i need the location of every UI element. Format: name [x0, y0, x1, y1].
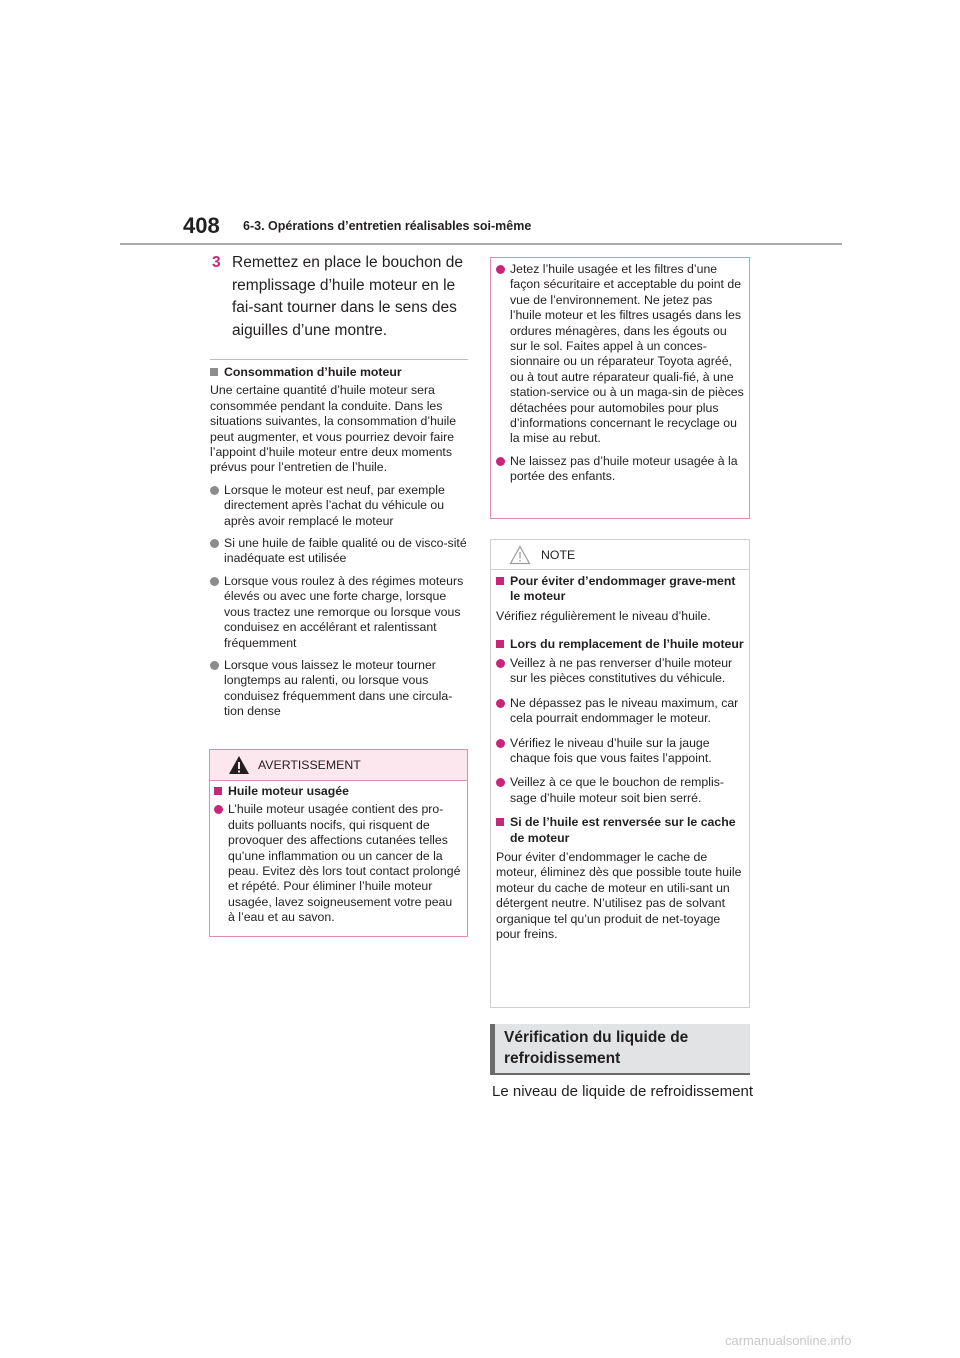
page-number: 408	[183, 213, 220, 238]
note-header	[491, 540, 749, 570]
list-item: Ne laissez pas d’huile moteur usagée à la portée des enfants.	[496, 454, 744, 485]
bullet-icon	[214, 805, 223, 814]
heading-accent-bar	[490, 1024, 495, 1073]
list-item: Veillez à ne pas renverser d’huile moteur sur les pièces constitutives du véhicule.	[496, 656, 744, 687]
warning-header	[210, 750, 467, 781]
note-heading-2: Lors du remplacement de l’huile moteur	[496, 637, 744, 652]
bullet-icon	[496, 699, 505, 708]
note-label: NOTE	[541, 548, 576, 562]
warning-label: AVERTISSEMENT	[258, 758, 361, 772]
bullet-icon	[210, 577, 219, 586]
bullet-icon	[496, 739, 505, 748]
list-item: Lorsque le moteur est neuf, par exemple directement après l’achat du véhicule ou après avoir remplacé le moteur	[210, 483, 468, 529]
bullet-icon	[496, 457, 505, 466]
bullet-icon	[210, 539, 219, 548]
square-bullet-icon	[496, 818, 504, 826]
heading-underline	[490, 1073, 750, 1075]
coolant-heading-box	[490, 1024, 750, 1073]
list-item: Si une huile de faible qualité ou de visco-sité inadéquate est utilisée	[210, 536, 468, 567]
consumption-heading: Consommation d’huile moteur	[210, 365, 468, 380]
bullet-icon	[496, 265, 505, 274]
header-rule	[120, 243, 842, 245]
warning-triangle-icon	[228, 755, 250, 775]
warning-heading: Huile moteur usagée	[214, 784, 462, 799]
list-item: Lorsque vous laissez le moteur tourner longtemps au ralenti, ou lorsque vous conduisez fréquemment dans une circula-tion dense	[210, 658, 468, 720]
oil-consumption-section	[210, 365, 468, 720]
bullet-icon	[210, 661, 219, 670]
note-heading-3: Si de l’huile est renversée sur le cache de moteur	[496, 815, 744, 846]
warning-box	[209, 749, 468, 937]
coolant-text: Le niveau de liquide de refroidissement	[492, 1083, 753, 1100]
bullet-icon	[496, 778, 505, 787]
note-box	[490, 539, 750, 1008]
consumption-intro: Une certaine quantité d’huile moteur sera consommée pendant la conduite. Dans les situations suivantes, la consommation d’huile peut augmenter, et vous pourriez devoir faire l’appoint d’huile moteur entre deux moments prévus pour l’entretien de l’huile.	[210, 383, 457, 475]
list-item: L’huile moteur usagée contient des pro-duits polluants nocifs, qui risquent de provoquer des affections cutanées telles qu’une inflammation ou un cancer de la peau. Evitez dès lors tout contact prolongé et répété. Pour éliminer l’huile moteur usagée, lavez soigneusement votre peau à l’eau et au savon.	[214, 802, 462, 925]
note-heading-1: Pour éviter d’endommager grave-ment le moteur	[496, 574, 744, 605]
note-paragraph-1: Vérifiez régulièrement le niveau d’huile.	[496, 608, 711, 623]
step-number: 3	[212, 254, 221, 271]
list-item: Veillez à ce que le bouchon de remplis-sage d’huile moteur soit bien serré.	[496, 775, 744, 806]
square-bullet-icon	[496, 640, 504, 648]
square-bullet-icon	[210, 368, 218, 376]
bullet-icon	[496, 659, 505, 668]
warning-body	[214, 784, 462, 926]
square-bullet-icon	[496, 577, 504, 585]
section-divider	[210, 359, 468, 360]
watermark: carmanualsonline.info	[725, 1333, 852, 1348]
square-bullet-icon	[214, 787, 222, 795]
list-item: Jetez l’huile usagée et les filtres d’une façon sécuritaire et acceptable du point de vue de l’environnement. Ne jetez pas l’huile moteur et les filtres usagés dans les ordures ménagères, dans les égouts ou sur le sol. Faites appel à un conces-sionnaire ou un réparateur Toyota agréé, ou à tout autre réparateur quali-fié, à une station-service ou à un maga-sin de pièces détachées pour automobiles pour plus d’informations concernant le recyclage ou la mise au rebut.	[496, 262, 744, 447]
warning-box-continued	[490, 257, 750, 519]
bullet-icon	[210, 486, 219, 495]
section-title: 6-3. Opérations d’entretien réalisables soi-même	[243, 219, 532, 233]
note-body	[496, 574, 744, 955]
list-item: Ne dépassez pas le niveau maximum, car cela pourrait endommager le moteur.	[496, 696, 744, 727]
note-paragraph-3: Pour éviter d’endommager le cache de moteur, éliminez dès que possible toute huile moteur du cache de moteur en utili-sant un détergent neutre. N’utilisez pas de solvant organique tel qu’un produit de net-toyage pour freins.	[496, 849, 742, 942]
caution-triangle-icon	[509, 545, 531, 565]
list-item: Lorsque vous roulez à des régimes moteurs élevés ou avec une forte charge, lorsque vous tractez une remorque ou lorsque vous conduisez en accélérant et ralentissant fréquemment	[210, 574, 468, 651]
step-text: Remettez en place le bouchon de remplissage d’huile moteur en le fai-sant tourner dans le sens des aiguilles d’une montre.	[232, 254, 463, 339]
list-item: Vérifiez le niveau d’huile sur la jauge chaque fois que vous faites l’appoint.	[496, 736, 744, 767]
coolant-heading: Vérification du liquide de refroidissement	[504, 1029, 689, 1067]
